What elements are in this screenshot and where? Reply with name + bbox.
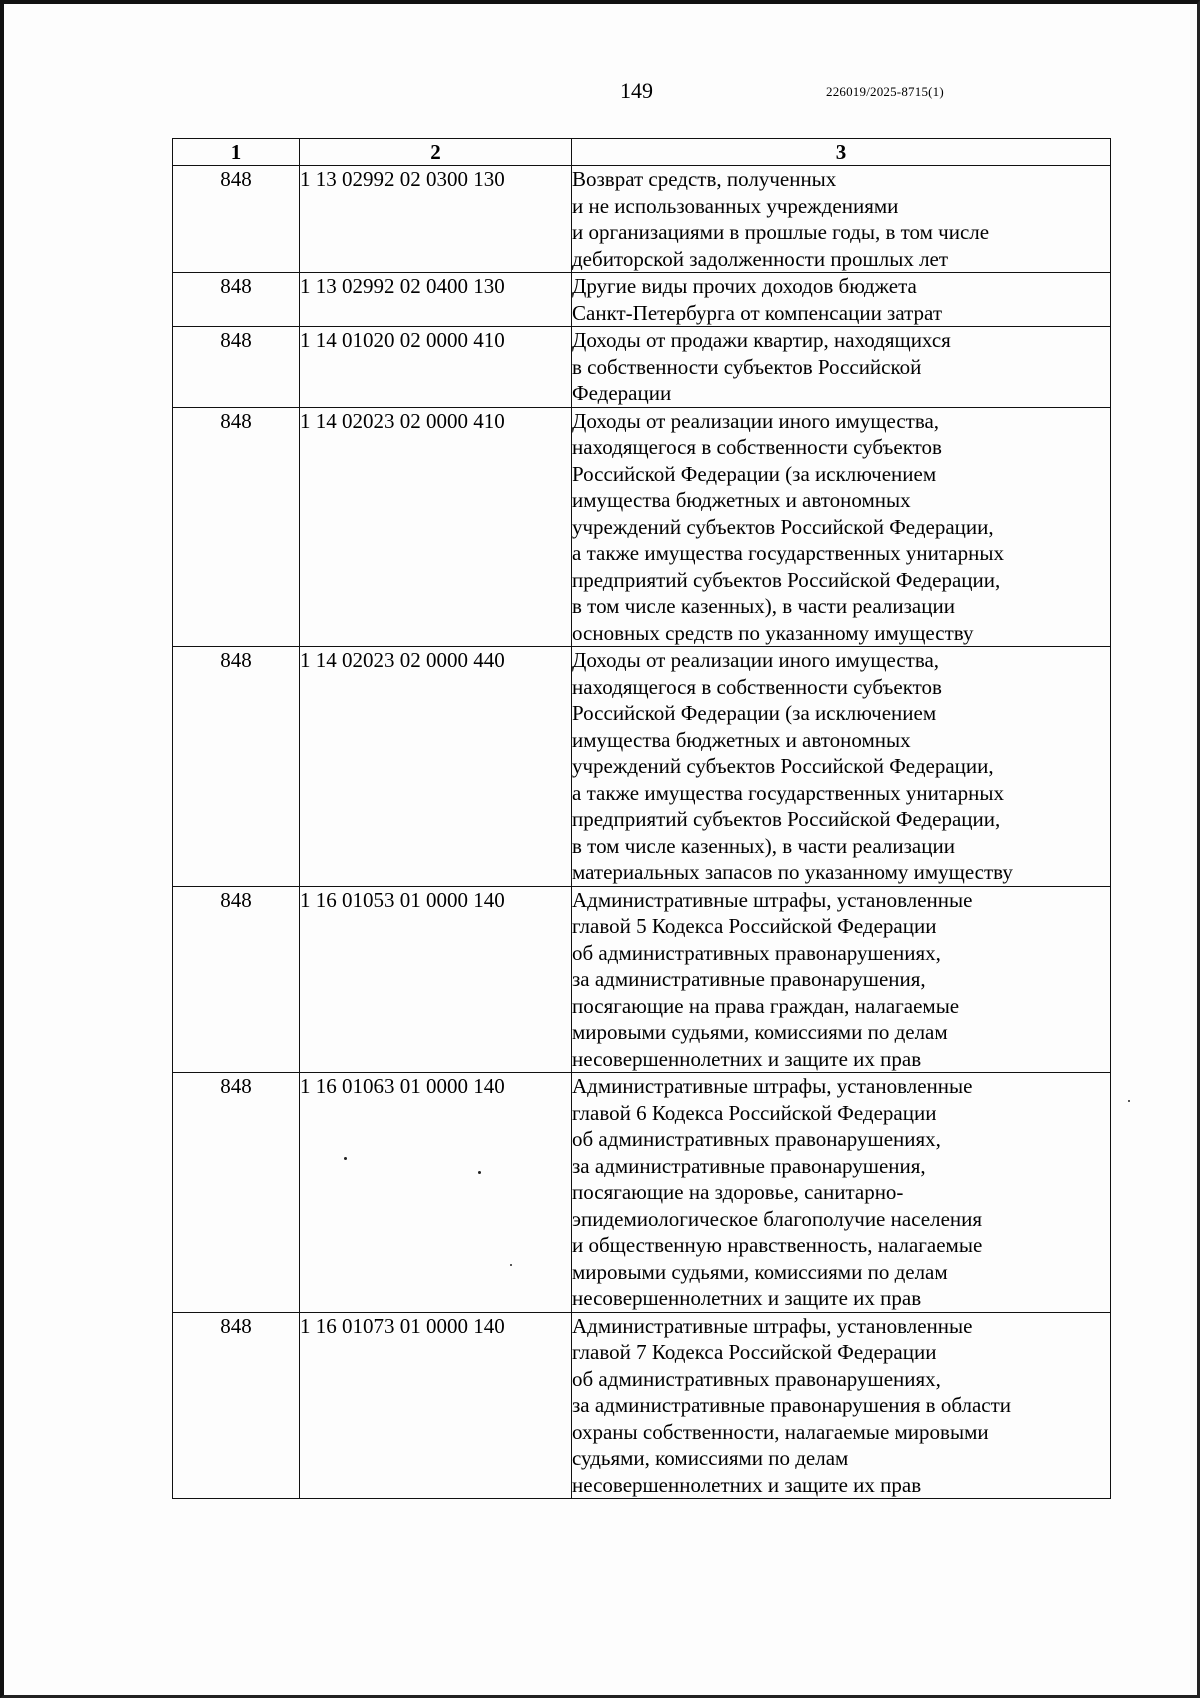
table-row <box>173 327 1111 408</box>
admin-code-cell: 848 <box>173 273 300 327</box>
description-line: главой 6 Кодекса Российской Федерации <box>572 1100 937 1125</box>
admin-code-cell: 848 <box>173 886 300 1073</box>
page-number: 149 <box>620 78 653 103</box>
description-line: в том числе казенных), в части реализации <box>572 833 955 858</box>
admin-code-cell: 848 <box>173 407 300 647</box>
description-line: Федерации <box>572 381 672 405</box>
budget-code-cell: 1 16 01063 01 0000 140 <box>300 1073 572 1313</box>
description-line: материальных запасов по указанному имуществу <box>572 860 1013 884</box>
budget-code-cell: 1 14 02023 02 0000 440 <box>300 647 572 887</box>
description-line: Доходы от реализации иного имущества, <box>572 648 940 672</box>
description-line: несовершеннолетних и защите их прав <box>572 1046 922 1071</box>
budget-code-cell: 1 16 01053 01 0000 140 <box>300 886 572 1073</box>
description-line: имущества бюджетных и автономных <box>572 488 911 512</box>
admin-code-cell: 848 <box>173 1312 300 1499</box>
description-line: учреждений субъектов Российской Федерации, <box>572 754 994 778</box>
description-line: Возврат средств, полученных <box>572 167 837 191</box>
admin-code-cell: 848 <box>173 647 300 887</box>
description-line: Другие виды прочих доходов бюджета <box>572 274 917 298</box>
table-row <box>173 1073 1111 1313</box>
description-line: Административные штрафы, установленные <box>572 887 973 912</box>
description-line: Российской Федерации (за исключением <box>572 461 937 486</box>
admin-code-cell: 848 <box>173 327 300 408</box>
description-line: а также имущества государственных унитарных <box>572 541 1004 565</box>
description-line: находящегося в собственности субъектов <box>572 435 942 459</box>
description-line: а также имущества государственных унитарных <box>572 780 1004 805</box>
description-line: дебиторской задолженности прошлых лет <box>572 246 949 271</box>
budget-code-cell: 1 16 01073 01 0000 140 <box>300 1312 572 1499</box>
description-line: и общественную нравственность, налагаемые <box>572 1233 983 1257</box>
description-cell <box>572 886 1111 1073</box>
table-row <box>173 886 1111 1073</box>
description-line: главой 7 Кодекса Российской Федерации <box>572 1340 937 1364</box>
description-line: в том числе казенных), в части реализации <box>572 594 955 618</box>
description-line: судьями, комиссиями по делам <box>572 1446 849 1470</box>
column-header-1: 1 <box>173 139 300 166</box>
description-line: Доходы от реализации иного имущества, <box>572 408 940 433</box>
description-line: несовершеннолетних и защите их прав <box>572 1286 922 1310</box>
scan-speck <box>1128 1100 1130 1102</box>
description-line: об административных правонарушениях, <box>572 1127 941 1151</box>
table-row <box>173 647 1111 887</box>
description-line: и организациями в прошлые годы, в том числе <box>572 220 990 244</box>
description-line: посягающие на права граждан, налагаемые <box>572 993 960 1018</box>
scan-speck <box>510 1264 512 1266</box>
description-line: посягающие на здоровье, санитарно- <box>572 1180 904 1204</box>
scan-speck <box>344 1157 347 1160</box>
table-row <box>173 407 1111 647</box>
column-header-2: 2 <box>300 139 572 166</box>
description-cell <box>572 407 1111 647</box>
description-line: за административные правонарушения, <box>572 967 926 991</box>
budget-code-table <box>172 138 1111 1499</box>
table-body <box>173 166 1111 1499</box>
admin-code-cell: 848 <box>173 1073 300 1313</box>
description-line: эпидемиологическое благополучие населения <box>572 1206 983 1231</box>
description-line: несовершеннолетних и защите их прав <box>572 1472 922 1497</box>
description-line: основных средств по указанному имуществу <box>572 620 974 645</box>
description-line: Доходы от продажи квартир, находящихся <box>572 328 951 352</box>
description-line: учреждений субъектов Российской Федерации, <box>572 514 994 539</box>
description-line: об административных правонарушениях, <box>572 1366 941 1391</box>
description-cell <box>572 1312 1111 1499</box>
description-line: Российской Федерации (за исключением <box>572 701 937 725</box>
description-cell <box>572 273 1111 327</box>
description-line: Санкт-Петербурга от компенсации затрат <box>572 300 943 325</box>
scan-speck <box>478 1171 481 1174</box>
budget-code-cell: 1 14 02023 02 0000 410 <box>300 407 572 647</box>
description-line: находящегося в собственности субъектов <box>572 674 942 699</box>
budget-code-cell: 1 14 01020 02 0000 410 <box>300 327 572 408</box>
table-row <box>173 166 1111 273</box>
budget-code-cell: 1 13 02992 02 0300 130 <box>300 166 572 273</box>
description-line: об административных правонарушениях, <box>572 940 941 965</box>
description-line: мировыми судьями, комиссиями по делам <box>572 1020 948 1044</box>
description-cell <box>572 327 1111 408</box>
description-line: за административные правонарушения в области <box>572 1393 1012 1417</box>
table-row <box>173 273 1111 327</box>
description-line: главой 5 Кодекса Российской Федерации <box>572 914 937 938</box>
table-header <box>173 139 1111 166</box>
table-row <box>173 1312 1111 1499</box>
budget-code-cell: 1 13 02992 02 0400 130 <box>300 273 572 327</box>
description-line: предприятий субъектов Российской Федерации, <box>572 807 1001 831</box>
column-header-3: 3 <box>572 139 1111 166</box>
description-line: Административные штрафы, установленные <box>572 1074 973 1098</box>
admin-code-cell: 848 <box>173 166 300 273</box>
description-line: и не использованных учреждениями <box>572 193 899 218</box>
description-line: в собственности субъектов Российской <box>572 354 922 379</box>
document-id: 226019/2025-8715(1) <box>826 84 944 99</box>
header-row <box>173 139 1111 166</box>
description-line: охраны собственности, налагаемые мировыми <box>572 1419 989 1444</box>
description-line: мировыми судьями, комиссиями по делам <box>572 1259 948 1284</box>
description-cell <box>572 166 1111 273</box>
description-line: имущества бюджетных и автономных <box>572 727 911 752</box>
description-cell <box>572 1073 1111 1313</box>
description-cell <box>572 647 1111 887</box>
description-line: Административные штрафы, установленные <box>572 1313 973 1338</box>
description-line: за административные правонарушения, <box>572 1153 926 1178</box>
description-line: предприятий субъектов Российской Федерации, <box>572 567 1001 592</box>
